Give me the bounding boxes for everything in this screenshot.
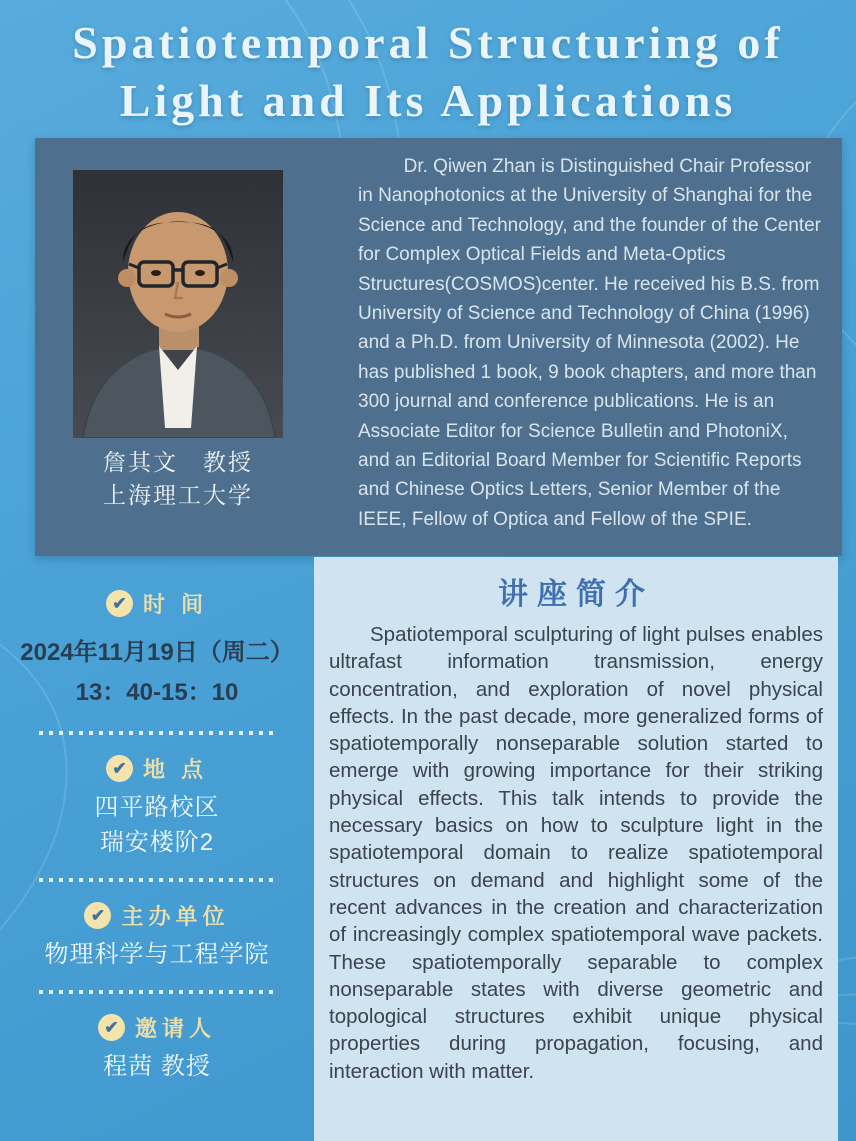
abstract-panel [314,557,838,1141]
dotted-divider [39,990,275,994]
inviter-name: 程茜 教授 [103,1053,211,1080]
check-badge-icon: ✔ [84,902,111,929]
title-line-2: Light and Its Applications [119,75,737,126]
speaker-bio-text: Dr. Qiwen Zhan is Distinguished Chair Professor in Nanophotonics at the University of Shanghai for the Science and Technology, and the founder of the Center for Complex Optical Fields and Meta-Optics Structures(COSMOS)center. He received his B.S. from University of Science and Technology of China (1996) and a Ph.D. from University of Minnesota (2002). He has published 1 book, 9 book chapters, and more than 300 journal and conference publications. He is an Associate Editor for Science Bulletin and PhotoniX, and an Editorial Board Member for Scientific Reports and Chinese Optics Letters, Senior Member of the IEEE, Fellow of Optica and Fellow of the SPIE. [358,156,822,530]
check-badge-icon: ✔ [98,1014,125,1041]
portrait-illustration [73,170,283,438]
speaker-caption [35,446,321,512]
event-date: 2024年11月19日（周二） [20,639,294,666]
speaker-name: 詹其文 教授 [103,449,253,475]
abstract-body: Spatiotemporal sculpturing of light pulses enables ultrafast information transmission, energy concentration, and exploration of novel physical effects. In the past decade, more generalized forms of spatiotemporally nonseparable solution started to emerge with growing importance for their striking physical effects. This talk intends to provide the necessary basics on how to sculpture light in the spatiotemporal domain to realize spatiotemporal structures on demand and highlight some of the recent advances in the creation and characterization of increasingly complex spatiotemporal wave packets. These spatiotemporally separable to complex nonseparable states with diverse geometric and topological structures exhibit unique physical properties during propagation, focusing, and interaction with matter. [329,623,823,1083]
organizer-label: 主办单位 [121,904,230,929]
location-campus: 四平路校区 [94,794,220,821]
event-details-column [0,557,314,1141]
location-label: 地 点 [142,757,209,782]
speaker-affiliation: 上海理工大学 [103,482,253,508]
abstract-heading: 讲座简介 [498,578,654,611]
location-room: 瑞安楼阶2 [99,829,215,856]
organizer-section-label [84,900,229,931]
title-line-1: Spatiotemporal Structuring of [72,17,784,68]
inviter-label: 邀请人 [134,1016,216,1041]
dotted-divider [39,731,275,735]
check-badge-icon: ✔ [106,755,133,782]
check-badge-icon: ✔ [106,590,133,617]
inviter-section-label [98,1012,216,1043]
speaker-photo [73,170,283,438]
time-label: 时 间 [142,592,209,617]
dotted-divider [39,878,275,882]
time-section-label [106,588,208,619]
page-title [0,14,856,130]
event-time: 13：40-15：10 [75,679,239,706]
organizer-name: 物理科学与工程学院 [44,941,270,968]
location-section-label [106,753,208,784]
speaker-bio-box [35,138,842,556]
